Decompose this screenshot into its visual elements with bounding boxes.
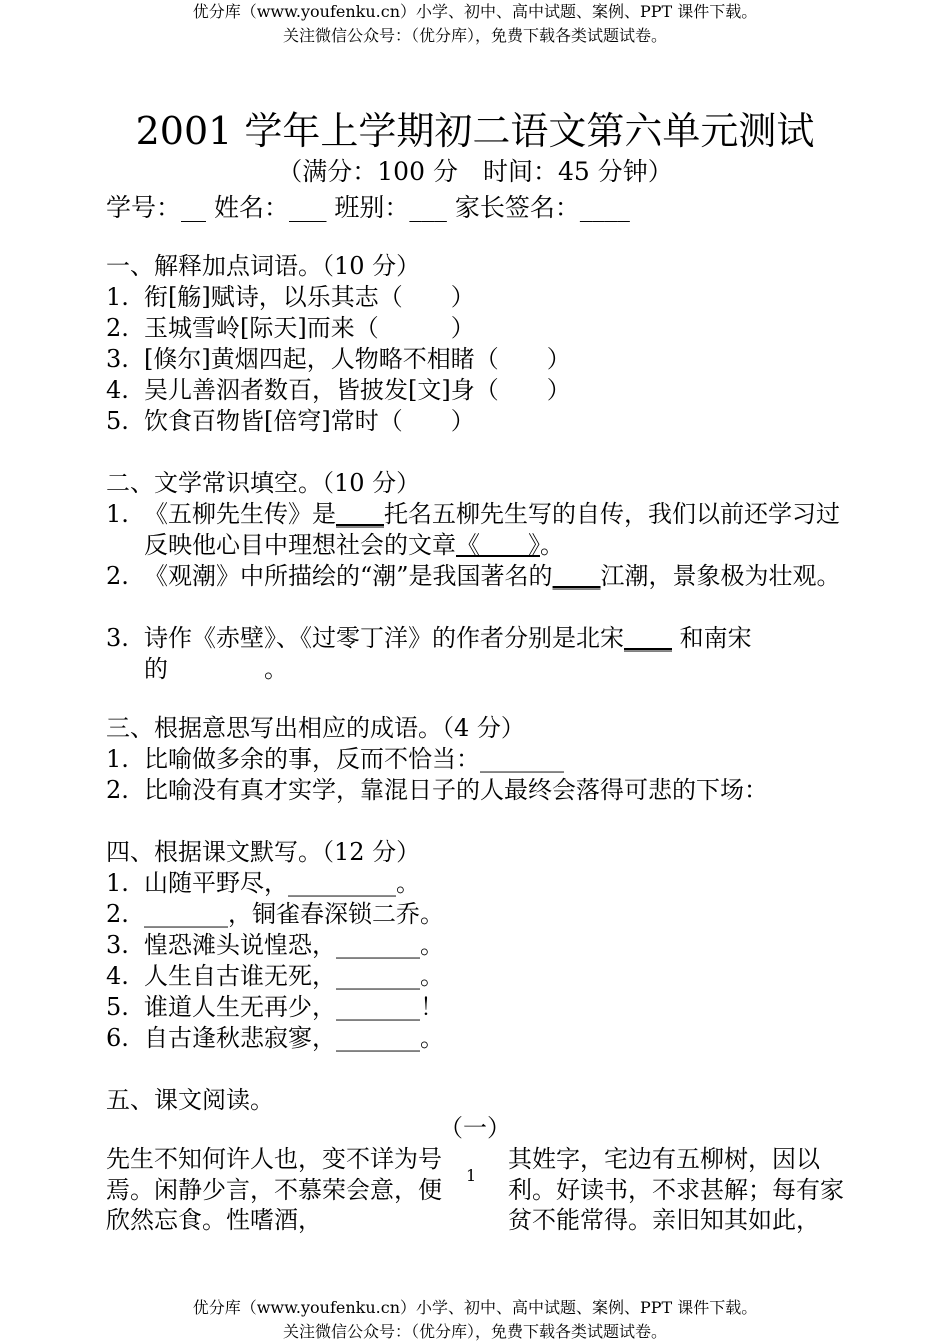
item-number: 5. [106, 993, 129, 1021]
item-text: 饮食百物皆[倍穹]常时（ ） [144, 407, 475, 435]
exam-title: 2001 学年上学期初二语文第六单元测试 [135, 109, 815, 153]
section-4-heading: 四、根据课文默写。（12 分） [106, 838, 421, 866]
item-text: 《观潮》中所描绘的“潮”是我国著名的____江潮，景象极为壮观。 [144, 562, 841, 590]
item-number: 3. [106, 345, 129, 373]
item-text: [倏尔]黄烟四起，人物略不相睹（ ） [144, 345, 571, 373]
fill-blank: ____ [552, 562, 601, 590]
item-text: 诗作《赤壁》、《过零丁洋》的作者分别是北宋____ 和南宋的 。 [144, 624, 752, 683]
item-text: 惶恐滩头说惶恐，_______。 [144, 931, 444, 959]
header-line-1: 优分库（www.youfenku.cn）小学、初中、高中试题、案例、PPT 课件下载。 [192, 2, 758, 21]
section-1-heading: 一、解释加点词语。（10 分） [106, 252, 421, 280]
item-text: 比喻做多余的事，反而不恰当：_______ [144, 745, 564, 773]
section-2-heading: 二、文学常识填空。（10 分） [106, 469, 421, 497]
item-number: 1. [106, 745, 129, 773]
item-text: 衔[觞]赋诗，以乐其志（ ） [144, 283, 475, 311]
fill-blank: 《 》 [456, 531, 540, 559]
reading-passage-number: （一） [439, 1114, 511, 1142]
item-text: 谁道人生无再少，_______！ [144, 993, 444, 1021]
item-number: 1. [106, 500, 129, 528]
item-number: 4. [106, 962, 129, 990]
section-5-heading: 五、课文阅读。 [106, 1086, 274, 1114]
page-footer [0, 1296, 950, 1344]
item-text: 吴儿善泅者数百，皆披发[文]身（ ） [144, 376, 571, 404]
item-text: 自古逢秋悲寂寥，_______。 [144, 1024, 444, 1052]
footer-line-2: 关注微信公众号：（优分库），免费下载各类试题试卷。 [282, 1322, 667, 1341]
list-item [106, 561, 851, 623]
item-number: 1. [106, 869, 129, 897]
fill-blank: ____ [624, 624, 672, 652]
item-number: 6. [106, 1024, 129, 1052]
passage-right-column: 其姓字，宅边有五柳树，因以利。好读书，不求甚解；每有家贫不能常得。亲旧知其如此， [508, 1145, 844, 1234]
item-number: 2. [106, 562, 129, 590]
item-text: 人生自古谁无死，_______。 [144, 962, 444, 990]
fill-blank: _______ [480, 745, 564, 773]
exam-subtitle: （满分：100 分 时间：45 分钟） [277, 157, 673, 186]
fill-blank: ____ [336, 500, 384, 528]
item-number: 1. [106, 283, 129, 311]
list-item [106, 499, 851, 561]
page-number: 1 [466, 1166, 477, 1185]
item-number: 2. [106, 776, 129, 804]
item-text: 《五柳先生传》是____托名五柳先生写的自传，我们以前还学习过反映他心目中理想社会的文章《 》。 [144, 500, 840, 559]
passage-left-column: 先生不知何许人也，变不详为号焉。闲静少言，不慕荣会意，便欣然忘食。性嗜酒， [106, 1145, 442, 1234]
item-text: 比喻没有真才实学，靠混日子的人最终会落得可悲的下场： [144, 776, 768, 804]
item-text: 玉城雪岭[际天]而来（ ） [144, 314, 475, 342]
item-number: 3. [106, 931, 129, 959]
item-number: 3. [106, 624, 129, 652]
page-header [0, 0, 950, 48]
footer-line-1: 优分库（www.youfenku.cn）小学、初中、高中试题、案例、PPT 课件下载。 [192, 1298, 758, 1317]
section-3-heading: 三、根据意思写出相应的成语。（4 分） [106, 714, 525, 742]
item-number: 2. [106, 900, 129, 928]
item-number: 2. [106, 314, 129, 342]
item-number: 4. [106, 376, 129, 404]
item-number: 5. [106, 407, 129, 435]
header-line-2: 关注微信公众号：（优分库），免费下载各类试题试卷。 [282, 26, 667, 45]
item-text: _______，铜雀春深锁二乔。 [144, 900, 444, 928]
list-item [106, 623, 851, 685]
student-info-line: 学号：__ 姓名：___ 班别：___ 家长签名：____ [106, 193, 630, 222]
item-text: 山随平野尽，_________。 [144, 869, 420, 897]
